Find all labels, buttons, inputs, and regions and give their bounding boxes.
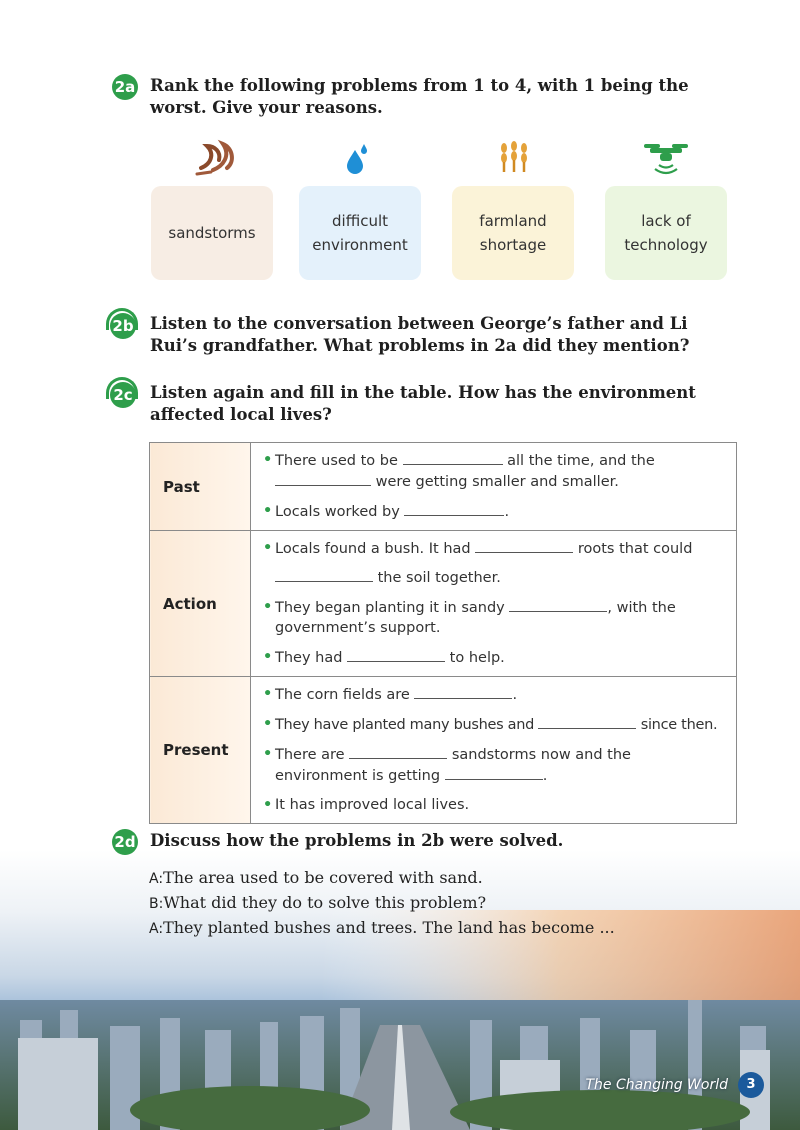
text: the soil together. [377, 570, 501, 586]
card-label: difficult environment [312, 212, 408, 254]
task-badge-2d: 2d [112, 829, 138, 855]
unit-title: The Changing World [585, 1077, 728, 1093]
text: . [512, 687, 518, 703]
card-label: sandstorms [168, 224, 256, 242]
drone-icon [642, 138, 690, 178]
bullet [261, 744, 726, 786]
dialog-line [149, 866, 615, 891]
problem-card-technology [605, 186, 727, 280]
bullet [261, 647, 726, 668]
row-past [251, 443, 737, 531]
row-head-action: Action [150, 531, 251, 677]
task-badge-2b: 2b [110, 313, 136, 339]
problem-card-environment [299, 186, 421, 280]
row-action [251, 531, 737, 677]
bullet [261, 684, 726, 705]
text: There are [275, 747, 345, 763]
text: . [504, 504, 510, 520]
dialog-line [149, 916, 615, 941]
row-head-present: Present [150, 677, 251, 824]
speaker: B: [149, 896, 164, 912]
task-2d-instruction: Discuss how the problems in 2b were solved. [150, 831, 564, 850]
text: They have planted many bushes and [275, 717, 535, 733]
text: sandstorms now and the environment is getting [275, 747, 631, 784]
line-text: The area used to be covered with sand. [163, 868, 483, 887]
speaker: A: [149, 871, 164, 887]
bullet [261, 501, 726, 522]
text: They began planting it in sandy [275, 600, 505, 616]
blank-field[interactable] [404, 501, 504, 516]
text: roots that could [577, 541, 693, 557]
text: since then. [640, 717, 718, 733]
text: Locals found a bush. It had [275, 541, 471, 557]
blank-field[interactable] [349, 744, 447, 759]
line-text: What did they do to solve this problem? [163, 893, 487, 912]
task-2c-instruction: Listen again and fill in the table. How has the environment affected local lives? [150, 383, 696, 424]
problem-card-farmland [452, 186, 574, 280]
text: It has improved local lives. [275, 797, 470, 813]
text: There used to be [275, 453, 398, 469]
blank-field[interactable] [275, 471, 371, 486]
card-label: farmland shortage [479, 212, 547, 254]
dialog-line [149, 891, 615, 916]
blank-field[interactable] [403, 450, 503, 465]
blank-field[interactable] [509, 597, 607, 612]
text: to help. [449, 650, 505, 666]
text: . [542, 768, 548, 784]
page-number: 3 [738, 1072, 764, 1098]
fill-in-table [149, 442, 737, 824]
water-drop-icon [344, 142, 370, 174]
text: The corn fields are [275, 687, 410, 703]
task-2b-instruction: Listen to the conversation between George’s father and Li Rui’s grandfather. What problems in 2a did they mention? [150, 314, 690, 355]
card-label: lack of technology [624, 212, 708, 254]
task-2a-instruction: Rank the following problems from 1 to 4, with 1 being the worst. Give your reasons. [150, 76, 689, 117]
problem-card-sandstorms [151, 186, 273, 280]
text: They had [275, 650, 343, 666]
blank-field[interactable] [538, 714, 636, 729]
blank-field[interactable] [275, 567, 373, 582]
line-text: They planted bushes and trees. The land has become ... [163, 918, 615, 937]
text: , with the government’s support. [275, 600, 676, 636]
speaker: A: [149, 921, 164, 937]
blank-field[interactable] [475, 538, 573, 553]
row-present [251, 677, 737, 824]
bullet [261, 795, 726, 815]
task-badge-2a: 2a [112, 74, 138, 100]
bullet [261, 597, 726, 638]
text: Locals worked by [275, 504, 400, 520]
text: all the time, and the [507, 453, 655, 469]
page-footer [585, 1072, 764, 1098]
bullet [261, 538, 726, 588]
wheat-icon [496, 138, 532, 174]
row-head-past: Past [150, 443, 251, 531]
blank-field[interactable] [414, 684, 512, 699]
bullet [261, 714, 726, 735]
text: were getting smaller and smaller. [375, 474, 619, 490]
example-dialog [149, 866, 615, 941]
blank-field[interactable] [445, 765, 543, 780]
bullet [261, 450, 726, 492]
task-badge-2c: 2c [110, 382, 136, 408]
sandstorm-icon [193, 138, 239, 178]
blank-field[interactable] [347, 647, 445, 662]
